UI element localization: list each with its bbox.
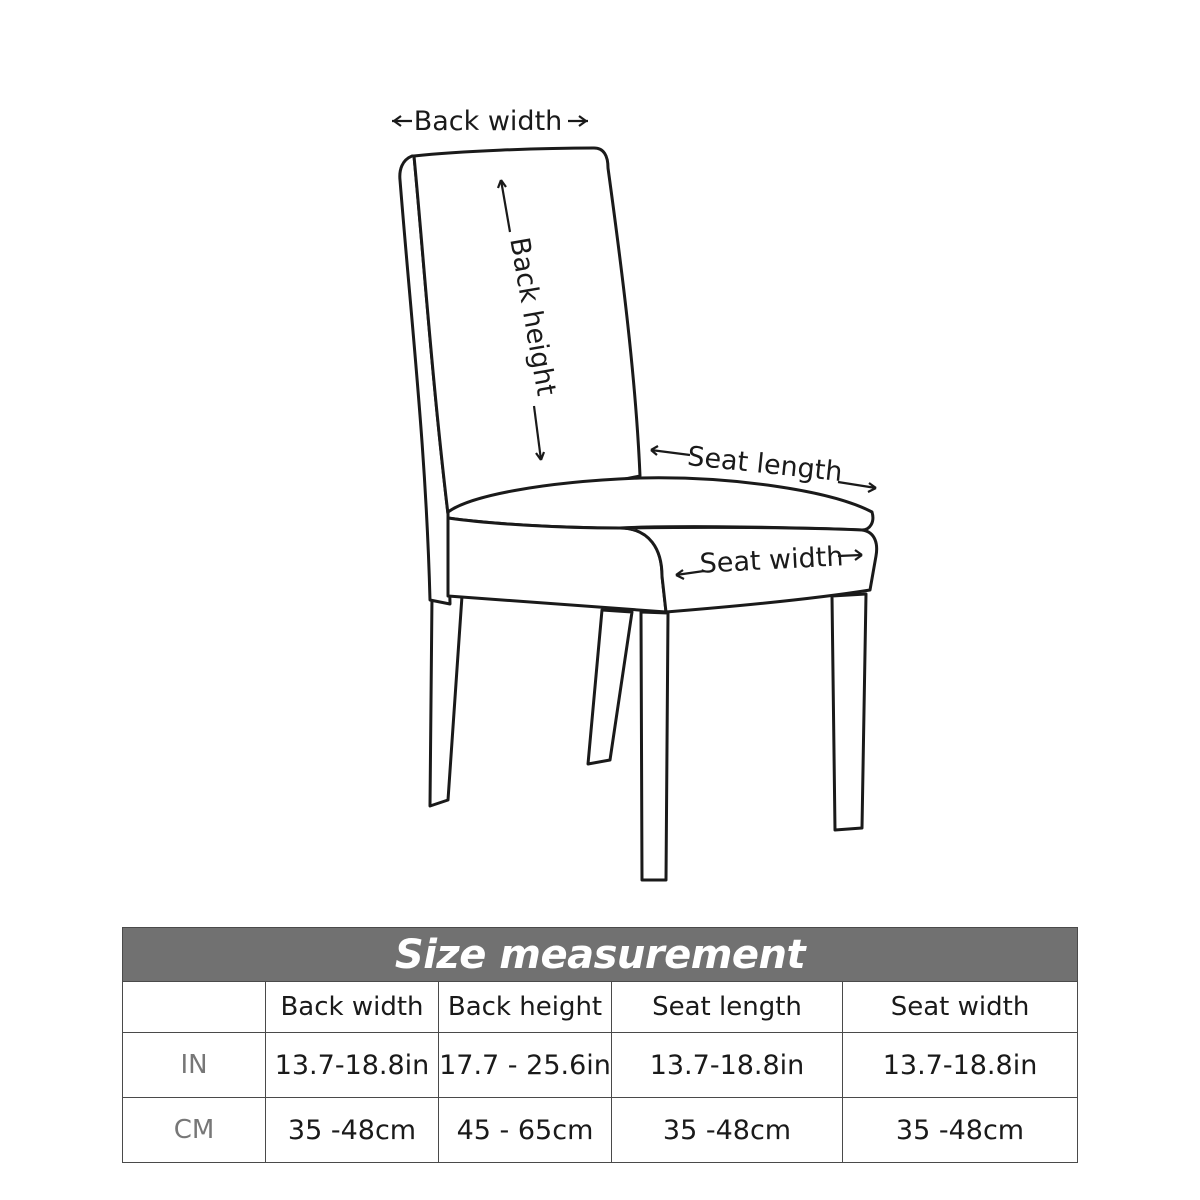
size-table-row-in bbox=[123, 1033, 1078, 1098]
unit-cell-in: IN bbox=[123, 1033, 266, 1098]
header-seat-length: Seat length bbox=[612, 982, 843, 1033]
size-table-header-row bbox=[123, 982, 1078, 1033]
seat-width-right-arrow bbox=[838, 555, 862, 556]
value-cell: 45 - 65cm bbox=[439, 1098, 612, 1163]
chair-front-right-leg bbox=[832, 594, 866, 830]
back-height-label: Back height bbox=[503, 234, 562, 399]
header-back-height: Back height bbox=[439, 982, 612, 1033]
chair-seat-front bbox=[448, 518, 666, 612]
header-back-width: Back width bbox=[266, 982, 439, 1033]
unit-cell-cm: CM bbox=[123, 1098, 266, 1163]
back-width-label: Back width bbox=[413, 106, 563, 137]
size-table-row-cm bbox=[123, 1098, 1078, 1163]
header-empty-cell bbox=[123, 982, 266, 1033]
chair-front-left-leg bbox=[641, 612, 668, 880]
value-cell: 13.7-18.8in bbox=[266, 1033, 439, 1098]
header-seat-width: Seat width bbox=[843, 982, 1078, 1033]
value-cell: 13.7-18.8in bbox=[612, 1033, 843, 1098]
chair-back-left-leg bbox=[430, 596, 462, 806]
size-table bbox=[122, 927, 1078, 1163]
seat-length-label: Seat length bbox=[685, 441, 844, 489]
seat-width-label: Seat width bbox=[698, 541, 845, 580]
chair-back-right-leg bbox=[588, 610, 632, 764]
size-table-title: Size measurement bbox=[123, 928, 1078, 982]
value-cell: 13.7-18.8in bbox=[843, 1033, 1078, 1098]
value-cell: 35 -48cm bbox=[843, 1098, 1078, 1163]
value-cell: 17.7 - 25.6in bbox=[439, 1033, 612, 1098]
value-cell: 35 -48cm bbox=[612, 1098, 843, 1163]
value-cell: 35 -48cm bbox=[266, 1098, 439, 1163]
